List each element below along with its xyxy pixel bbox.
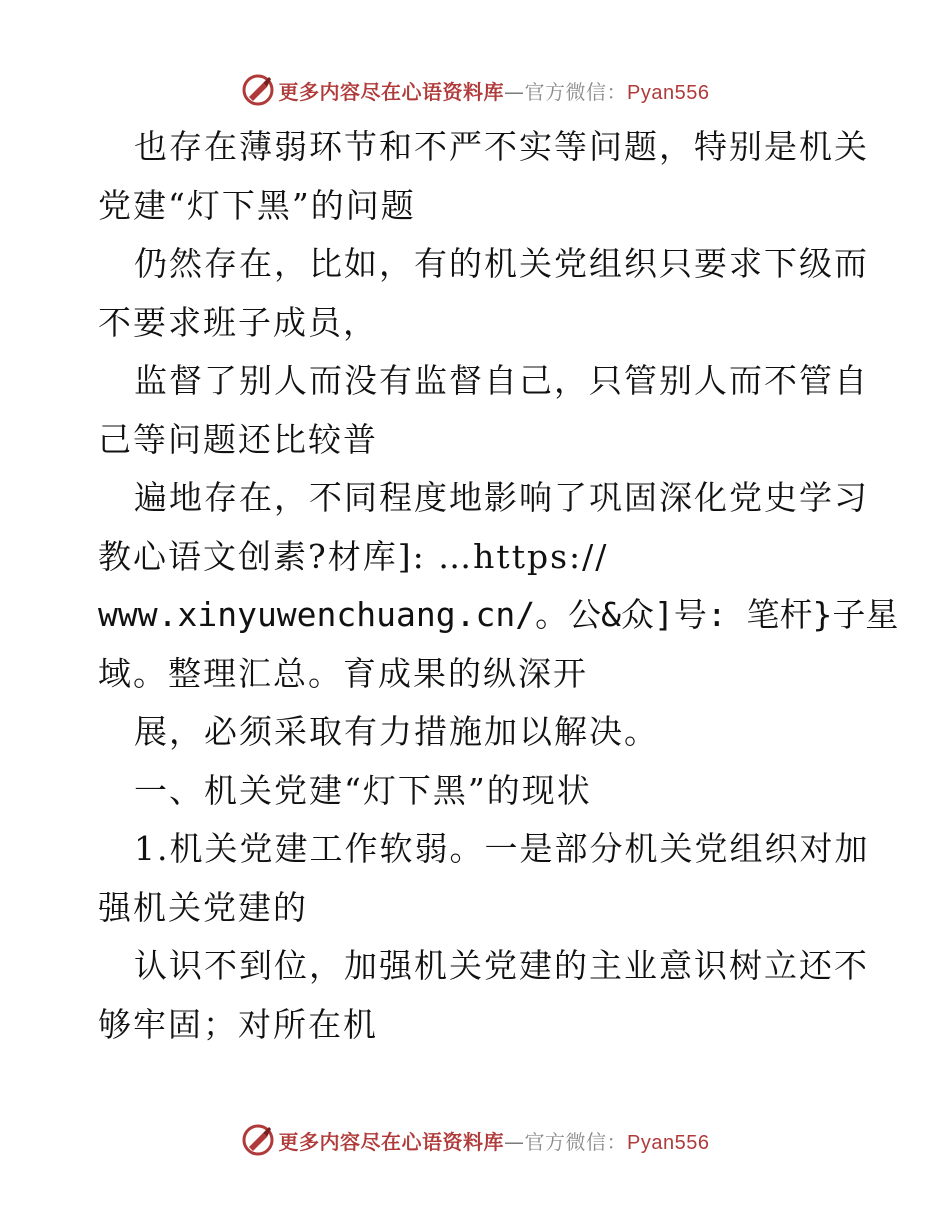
header-wechat-id: Pyan556: [627, 81, 710, 104]
body-line: 强机关党建的: [98, 887, 308, 927]
body-line: 遍地存在，不同程度地影响了巩固深化党史学习: [134, 478, 869, 517]
quill-logo-icon: [241, 1123, 275, 1157]
header-official-text: 官方微信：: [524, 79, 628, 104]
body-line: 展，必须采取有力措施加以解决。: [134, 712, 659, 751]
body-line: 仍然存在，比如，有的机关党组织只要求下级而: [134, 244, 869, 283]
body-line: 认识不到位，加强机关党建的主业意识树立还不: [134, 946, 869, 985]
footer-watermark: [0, 1120, 950, 1160]
body-line: 监督了别人而没有监督自己，只管别人而不管自: [134, 361, 869, 400]
body-line: 域。整理汇总。育成果的纵深开: [98, 653, 588, 693]
footer-official-text: 官方微信：: [524, 1129, 628, 1154]
body-line: 教心语文创素?材库]: …https://: [98, 536, 609, 576]
footer-wechat-id: Pyan556: [627, 1131, 710, 1154]
footer-dash: —: [504, 1129, 525, 1154]
header-watermark: [0, 70, 950, 110]
body-line: 1.机关党建工作软弱。一是部分机关党组织对加: [134, 829, 870, 868]
body-line-url: www.xinyuwenchuang.cn/。公&众]号: 笔杆}子星: [98, 595, 899, 634]
section-heading: 一、机关党建“灯下黑”的现状: [134, 770, 592, 810]
document-body: [98, 118, 899, 1054]
body-line: 够牢固；对所在机: [98, 1004, 378, 1044]
header-site-text: 更多内容尽在心语资料库: [278, 79, 505, 104]
body-line: 也存在薄弱环节和不严不实等问题，特别是机关: [134, 127, 869, 166]
quill-logo-icon: [241, 73, 275, 107]
header-dash: —: [504, 79, 525, 104]
body-line: 党建“灯下黑”的问题: [98, 185, 416, 225]
body-line: 己等问题还比较普: [98, 419, 378, 459]
body-line: 不要求班子成员，: [98, 302, 378, 342]
footer-site-text: 更多内容尽在心语资料库: [278, 1129, 505, 1154]
